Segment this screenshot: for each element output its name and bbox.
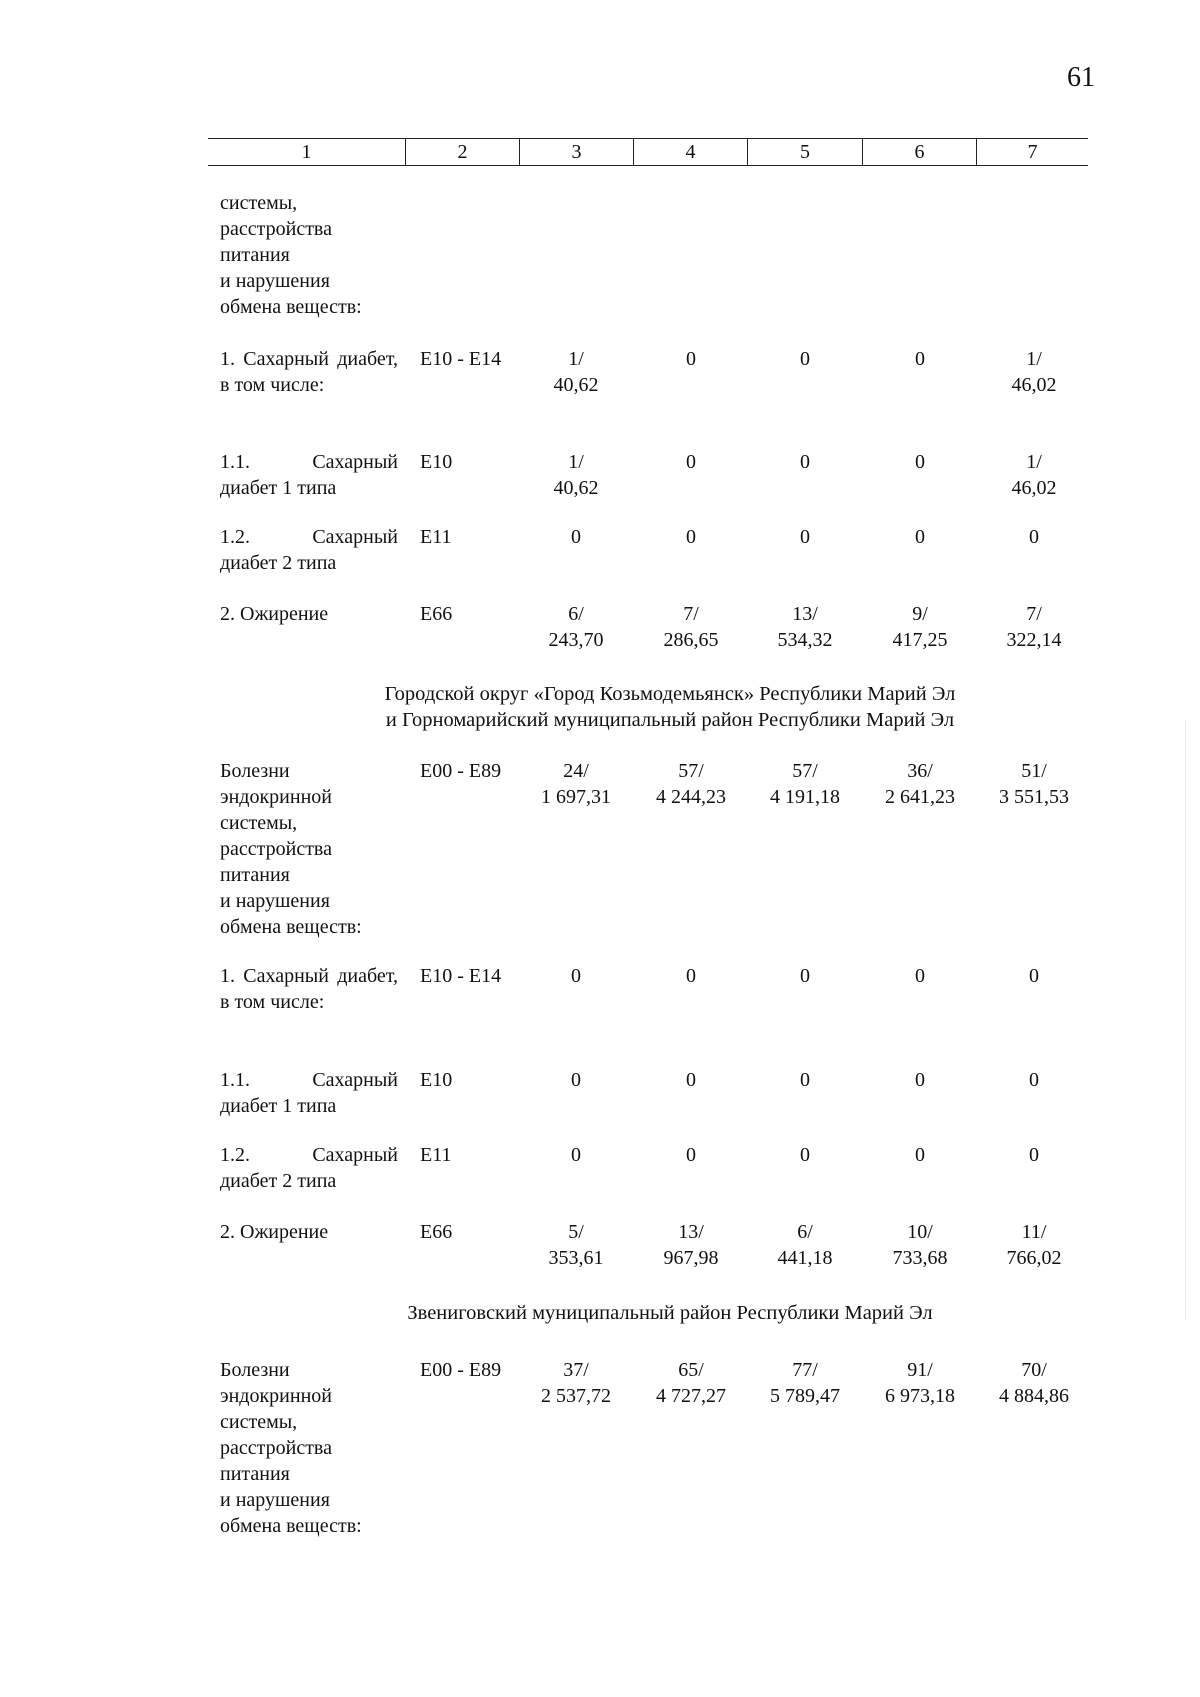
value-col-4: 0 (686, 451, 696, 473)
value-col-5: 0 (800, 348, 810, 370)
icd-code: E10 (420, 1069, 453, 1091)
section-title (300, 1300, 1040, 1326)
header-col-6: 6 (862, 139, 976, 165)
value-col-6: 0 (915, 348, 925, 370)
value-col-3: 1/ 40,62 (553, 451, 599, 499)
value-col-3: 24/ 1 697,31 (541, 760, 611, 808)
row-label: 1. Сахарный диабет, в том числе: (220, 348, 398, 396)
value-col-6: 10/ 733,68 (892, 1221, 948, 1269)
value-col-3: 37/ 2 537,72 (541, 1359, 611, 1407)
value-col-4: 0 (686, 526, 696, 548)
value-col-4: 65/ 4 727,27 (656, 1359, 726, 1407)
row-label: 2. Ожирение (220, 1221, 329, 1243)
icd-code: E00 - E89 (420, 1359, 502, 1381)
value-col-4: 57/ 4 244,23 (656, 760, 726, 808)
row-label: 1. Сахарный диабет, в том числе: (220, 965, 398, 1013)
row-label: системы, расстройства питания и нарушения обмена веществ: (220, 192, 362, 318)
value-col-5: 13/ 534,32 (777, 603, 833, 651)
value-col-7: 70/ 4 884,86 (999, 1359, 1069, 1407)
table-header (208, 138, 1088, 166)
value-col-5: 0 (800, 1069, 810, 1091)
header-col-7: 7 (976, 139, 1088, 165)
value-col-4: 0 (686, 348, 696, 370)
page-number: 61 (1067, 62, 1095, 93)
value-col-3: 5/ 353,61 (548, 1221, 604, 1269)
value-col-5: 0 (800, 451, 810, 473)
header-col-1: 1 (301, 141, 312, 163)
value-col-3: 0 (571, 1069, 581, 1091)
value-col-6: 0 (915, 526, 925, 548)
row-label: 2. Ожирение (220, 603, 329, 625)
value-col-7: 0 (1029, 526, 1039, 548)
row-label: 1.2. Сахарный диабет 2 типа (220, 1144, 398, 1192)
icd-code: E66 (420, 1221, 453, 1243)
value-col-4: 0 (686, 1144, 696, 1166)
icd-code: E11 (420, 526, 452, 548)
value-col-5: 0 (800, 965, 810, 987)
row-label: Болезни эндокринной системы, расстройства питания и нарушения обмена веществ: (220, 1359, 362, 1537)
header-col-3: 3 (519, 139, 633, 165)
value-col-4: 7/ 286,65 (663, 603, 719, 651)
row-label: 1.2. Сахарный диабет 2 типа (220, 526, 398, 574)
value-col-4: 13/ 967,98 (663, 1221, 719, 1269)
value-col-7: 1/ 46,02 (1011, 348, 1057, 396)
value-col-3: 6/ 243,70 (548, 603, 604, 651)
scan-artifact-line (1185, 720, 1186, 1320)
value-col-6: 0 (915, 1069, 925, 1091)
icd-code: E11 (420, 1144, 452, 1166)
row-label: Болезни эндокринной системы, расстройства питания и нарушения обмена веществ: (220, 760, 362, 938)
value-col-5: 57/ 4 191,18 (770, 760, 840, 808)
value-col-7: 1/ 46,02 (1011, 451, 1057, 499)
value-col-6: 0 (915, 1144, 925, 1166)
section-title-line: и Горномарийский муниципальный район Республики Марий Эл (385, 709, 955, 731)
section-title (300, 681, 1040, 733)
value-col-3: 0 (571, 1144, 581, 1166)
icd-code: E66 (420, 603, 453, 625)
icd-code: E10 - E14 (420, 965, 502, 987)
row-label: 1.1. Сахарный диабет 1 типа (220, 1069, 398, 1117)
icd-code: E00 - E89 (420, 760, 502, 782)
header-col-5: 5 (747, 139, 862, 165)
value-col-4: 0 (686, 1069, 696, 1091)
header-col-4: 4 (633, 139, 747, 165)
value-col-7: 0 (1029, 1144, 1039, 1166)
value-col-7: 0 (1029, 1069, 1039, 1091)
value-col-3: 1/ 40,62 (553, 348, 599, 396)
value-col-5: 0 (800, 1144, 810, 1166)
section-title-line: Городской округ «Город Козьмодемьянск» Республики Марий Эл (384, 683, 956, 705)
value-col-7: 7/ 322,14 (1006, 603, 1062, 651)
row-label: 1.1. Сахарный диабет 1 типа (220, 451, 398, 499)
section-title-line: Звениговский муниципальный район Республики Марий Эл (407, 1302, 933, 1324)
value-col-6: 0 (915, 965, 925, 987)
value-col-3: 0 (571, 526, 581, 548)
value-col-6: 36/ 2 641,23 (885, 760, 955, 808)
value-col-4: 0 (686, 965, 696, 987)
header-col-2: 2 (405, 139, 519, 165)
value-col-6: 9/ 417,25 (892, 603, 948, 651)
value-col-3: 0 (571, 965, 581, 987)
value-col-5: 0 (800, 526, 810, 548)
icd-code: E10 - E14 (420, 348, 502, 370)
value-col-7: 11/ 766,02 (1006, 1221, 1062, 1269)
icd-code: E10 (420, 451, 453, 473)
value-col-6: 91/ 6 973,18 (885, 1359, 955, 1407)
value-col-6: 0 (915, 451, 925, 473)
value-col-7: 0 (1029, 965, 1039, 987)
value-col-5: 6/ 441,18 (777, 1221, 833, 1269)
value-col-7: 51/ 3 551,53 (999, 760, 1069, 808)
value-col-5: 77/ 5 789,47 (770, 1359, 840, 1407)
